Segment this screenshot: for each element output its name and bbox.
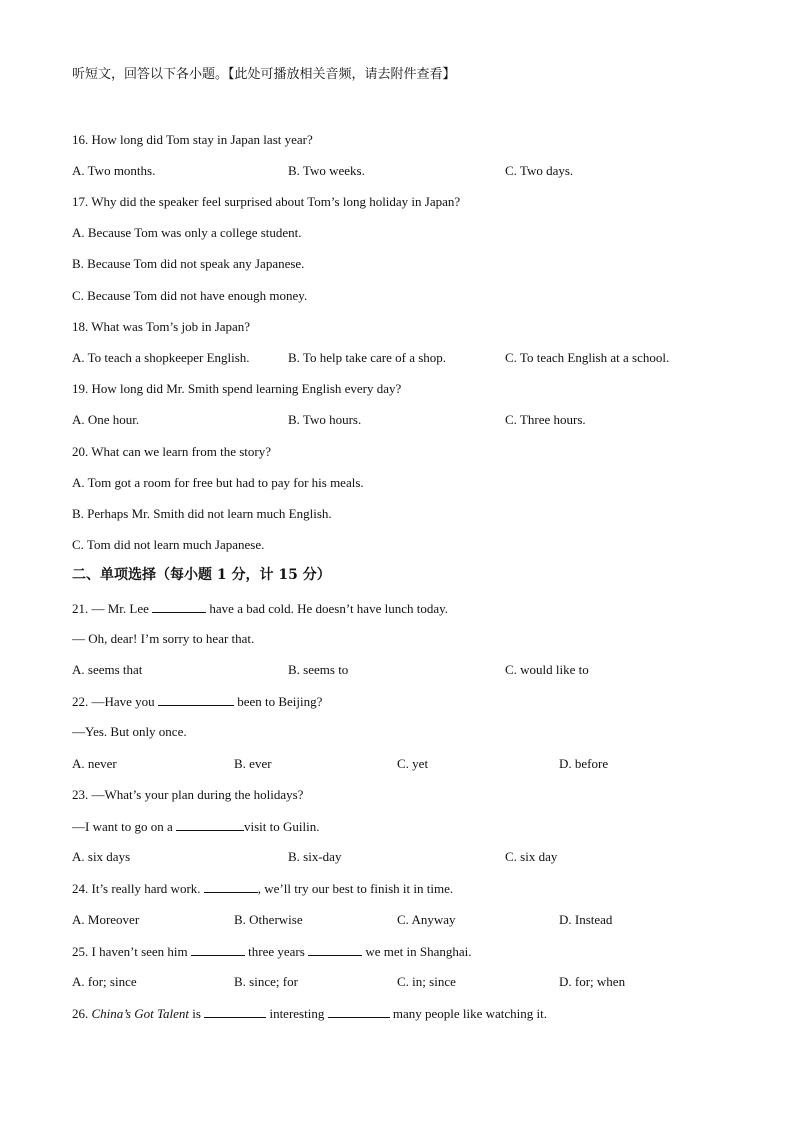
answer-blank	[204, 880, 258, 893]
q21-text-post: have a bad cold. He doesn’t have lunch today.	[209, 601, 449, 616]
question-26	[72, 1005, 547, 1022]
q22-option-c: C. yet	[397, 756, 429, 771]
question-18: 18. What was Tom’s job in Japan?	[72, 319, 251, 334]
q19-option-a: A. One hour.	[72, 412, 140, 427]
q18-option-b: B. To help take care of a shop.	[288, 350, 447, 365]
q21-text-pre: 21. — Mr. Lee	[72, 601, 149, 616]
q24-text-post: , we’ll try our best to finish it in time.	[257, 881, 454, 896]
section-heading: 二、单项选择（每小题 1 分，计 15 分）	[72, 567, 331, 583]
q16-option-b: B. Two weeks.	[288, 163, 365, 178]
q25-option-b: B. since; for	[234, 974, 298, 989]
q21-option-a: A. seems that	[72, 662, 143, 677]
q24-text-pre: 24. It’s really hard work.	[72, 881, 201, 896]
question-23: 23. —What’s your plan during the holidays?	[72, 787, 304, 802]
q26-number: 26.	[72, 1006, 89, 1021]
q24-option-b: B. Otherwise	[234, 912, 303, 927]
q25-text-post: we met in Shanghai.	[365, 944, 472, 959]
q25-option-d: D. for; when	[559, 974, 626, 989]
question-22	[72, 693, 322, 710]
q17-option-c: C. Because Tom did not have enough money.	[72, 288, 308, 303]
q23-reply	[72, 818, 319, 835]
q22-reply: —Yes. But only once.	[72, 724, 187, 739]
q24-option-a: A. Moreover	[72, 912, 140, 927]
q23-option-b: B. six-day	[288, 849, 342, 864]
q24-option-d: D. Instead	[559, 912, 613, 927]
q26-text-post: many people like watching it.	[392, 1006, 547, 1021]
answer-blank	[158, 693, 234, 706]
q19-option-c: C. Three hours.	[505, 412, 586, 427]
listening-instructions: 听短文，回答以下各小题。【此处可播放相关音频，请去附件查看】	[72, 67, 456, 82]
q23-text-pre: —I want to go on a	[72, 819, 173, 834]
question-16: 16. How long did Tom stay in Japan last year?	[72, 132, 313, 147]
q22-text-post: been to Beijing?	[237, 694, 323, 709]
q25-option-a: A. for; since	[72, 974, 137, 989]
q24-option-c: C. Anyway	[397, 912, 456, 927]
q21-reply: — Oh, dear! I’m sorry to hear that.	[72, 631, 255, 646]
answer-blank	[176, 818, 244, 831]
question-20: 20. What can we learn from the story?	[72, 444, 272, 459]
q20-option-a: A. Tom got a room for free but had to pay for his meals.	[72, 475, 364, 490]
q26-show-title: China’s Got Talent	[91, 1006, 190, 1021]
q23-option-c: C. six day	[505, 849, 558, 864]
answer-blank	[152, 600, 206, 613]
answer-blank	[308, 943, 362, 956]
q17-option-a: A. Because Tom was only a college student.	[72, 225, 302, 240]
question-17: 17. Why did the speaker feel surprised about Tom’s long holiday in Japan?	[72, 194, 461, 209]
q18-option-a: A. To teach a shopkeeper English.	[72, 350, 250, 365]
q25-text-mid: three years	[248, 944, 305, 959]
q22-option-b: B. ever	[234, 756, 272, 771]
q20-option-b: B. Perhaps Mr. Smith did not learn much English.	[72, 506, 332, 521]
q18-option-c: C. To teach English at a school.	[505, 350, 670, 365]
answer-blank	[191, 943, 245, 956]
q25-option-c: C. in; since	[397, 974, 456, 989]
q16-option-a: A. Two months.	[72, 163, 156, 178]
q23-text-post: visit to Guilin.	[243, 819, 320, 834]
q23-option-a: A. six days	[72, 849, 131, 864]
answer-blank	[204, 1005, 266, 1018]
q20-option-c: C. Tom did not learn much Japanese.	[72, 537, 265, 552]
q21-option-b: B. seems to	[288, 662, 349, 677]
q25-text-pre: 25. I haven’t seen him	[72, 944, 188, 959]
question-25	[72, 943, 471, 960]
q22-text-pre: 22. —Have you	[72, 694, 155, 709]
q16-option-c: C. Two days.	[505, 163, 574, 178]
answer-blank	[328, 1005, 390, 1018]
q21-option-c: C. would like to	[505, 662, 589, 677]
q19-option-b: B. Two hours.	[288, 412, 362, 427]
q17-option-b: B. Because Tom did not speak any Japanese.	[72, 256, 305, 271]
question-19: 19. How long did Mr. Smith spend learning English every day?	[72, 381, 402, 396]
question-21	[72, 600, 448, 617]
question-24	[72, 880, 453, 897]
q22-option-a: A. never	[72, 756, 117, 771]
q22-option-d: D. before	[559, 756, 609, 771]
q26-text-pre: is	[192, 1006, 201, 1021]
q26-text-mid: interesting	[269, 1006, 325, 1021]
